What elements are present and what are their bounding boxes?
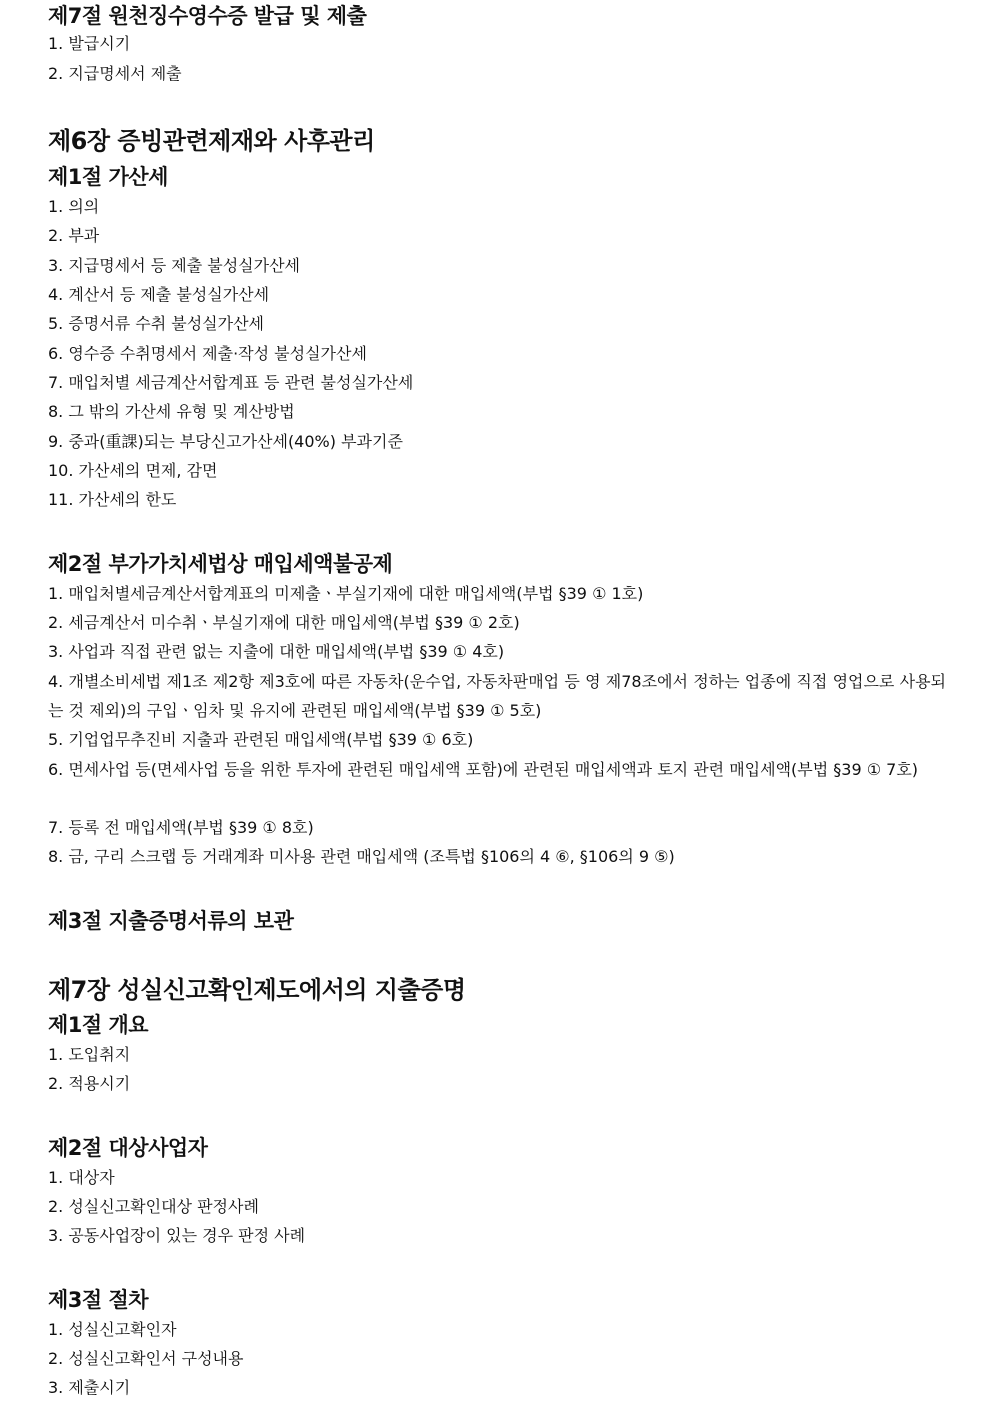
section-heading: 제3절 절차 xyxy=(48,1288,149,1312)
list-item: 1. 의의 xyxy=(48,197,100,216)
section-heading: 제1절 개요 xyxy=(48,1013,149,1037)
list-item: 2. 지급명세서 제출 xyxy=(48,64,182,83)
section-heading: 제3절 지출증명서류의 보관 xyxy=(48,909,294,933)
list-item: 1. 도입취지 xyxy=(48,1045,131,1064)
list-item: 10. 가산세의 면제, 감면 xyxy=(48,461,218,480)
list-item-wrapped: 4. 개별소비세법 제1조 제2항 제3호에 따른 자동차(운수업, 자동차판매업 등 영 제78조에서 정하는 업종에 직접 영업으로 사용되는 것 제외)의 구입ㆍ임차 및 유지에 관련된 매입세액(부법 §39 ① 5호) xyxy=(48,672,946,720)
list-item: 2. 적용시기 xyxy=(48,1074,131,1093)
section-heading: 제7절 원천징수영수증 발급 및 제출 xyxy=(48,4,367,28)
list-item: 3. 공동사업장이 있는 경우 판정 사례 xyxy=(48,1226,306,1245)
list-item: 2. 성실신고확인대상 판정사례 xyxy=(48,1197,259,1216)
list-item: 3. 지급명세서 등 제출 불성실가산세 xyxy=(48,256,300,275)
list-item: 11. 가산세의 한도 xyxy=(48,490,177,509)
list-item: 3. 제출시기 xyxy=(48,1378,131,1397)
list-item: 9. 중과(重課)되는 부당신고가산세(40%) 부과기준 xyxy=(48,432,403,451)
list-item: 5. 기업업무추진비 지출과 관련된 매입세액(부법 §39 ① 6호) xyxy=(48,730,474,749)
list-item: 1. 발급시기 xyxy=(48,34,131,53)
list-item: 2. 세금계산서 미수취ㆍ부실기재에 대한 매입세액(부법 §39 ① 2호) xyxy=(48,613,520,632)
list-item: 1. 대상자 xyxy=(48,1168,115,1187)
list-item: 6. 영수증 수취명세서 제출·작성 불성실가산세 xyxy=(48,344,367,363)
list-item: 1. 매입처별세금계산서합계표의 미제출ㆍ부실기재에 대한 매입세액(부법 §39 ① 1호) xyxy=(48,584,644,603)
chapter-heading: 제6장 증빙관련제재와 사후관리 xyxy=(48,127,375,155)
chapter-heading: 제7장 성실신고확인제도에서의 지출증명 xyxy=(48,976,466,1004)
list-item: 1. 성실신고확인자 xyxy=(48,1320,177,1339)
list-item: 5. 증명서류 수취 불성실가산세 xyxy=(48,314,264,333)
list-item: 2. 성실신고확인서 구성내용 xyxy=(48,1349,244,1368)
list-item: 3. 사업과 직접 관련 없는 지출에 대한 매입세액(부법 §39 ① 4호) xyxy=(48,642,505,661)
list-item-wrapped: 6. 면세사업 등(면세사업 등을 위한 투자에 관련된 매입세액 포함)에 관련된 매입세액과 토지 관련 매입세액(부법 §39 ① 7호) xyxy=(48,760,919,779)
list-item: 8. 그 밖의 가산세 유형 및 계산방법 xyxy=(48,402,295,421)
section-heading: 제1절 가산세 xyxy=(48,165,168,189)
list-item: 8. 금, 구리 스크랩 등 거래계좌 미사용 관련 매입세액 (조특법 §106의 4 ⑥, §106의 9 ⑤) xyxy=(48,847,675,866)
list-item: 4. 계산서 등 제출 불성실가산세 xyxy=(48,285,270,304)
list-item: 2. 부과 xyxy=(48,226,100,245)
list-item: 7. 등록 전 매입세액(부법 §39 ① 8호) xyxy=(48,818,314,837)
section-heading: 제2절 대상사업자 xyxy=(48,1136,208,1160)
list-item: 7. 매입처별 세금계산서합계표 등 관련 불성실가산세 xyxy=(48,373,414,392)
section-heading: 제2절 부가가치세법상 매입세액불공제 xyxy=(48,552,393,576)
